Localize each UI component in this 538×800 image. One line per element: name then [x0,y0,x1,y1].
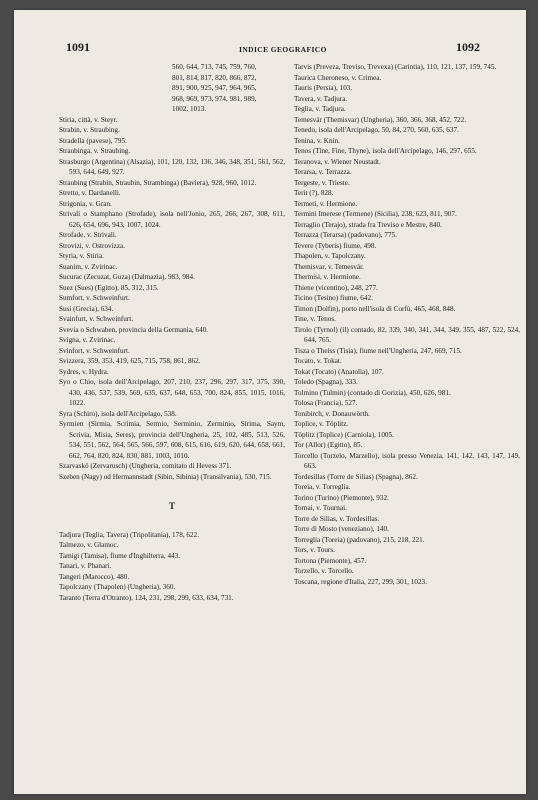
index-entry: Tavera, v. Tadjura. [294,94,348,103]
index-entry: Stretto, v. Dardanelli. [59,189,121,197]
index-entry: Tolmino (Tulmin) (contado di Gorizia), 450, 626, 981. [294,388,451,397]
index-entry: Termini Imerese (Termene) (Sicilia), 238, 623, 811, 907. [294,210,457,218]
continuation-line: 891, 900, 925, 947, 964, 965, [172,84,257,92]
index-entry: Tadjura (Teglia, Tavera) (Tripolitania), 178, 622. [59,530,200,539]
index-entry: Teglia, v. Tadjura. [294,105,346,113]
index-entry: Tevere (Tyberis) fiume, 498. [294,241,377,250]
index-entry: Syo o Chio, isola dell'Arcipelago, 207, 210, 237, 296, 297, 317, 375, 390, 430, 436, 537, 539, 569, 635, 637, 648, 653, 700, 824, 855, 1015, 1016, 1022. [59,378,285,407]
index-entry: Straubinga, v. Straubing. [59,147,131,155]
continuation-line: 1002, 1013. [172,105,207,113]
index-entry: Thermisi, v. Hermione. [294,273,361,281]
index-entry: Szeben (Nagy) od Hermannstadt (Sibin, Sibinia) (Transilvania), 530, 715. [59,472,272,481]
right-column [294,62,520,587]
index-entry: Tarvis (Preveza, Treviso, Trevexa) (Carintia), 110, 121, 137, 159, 745. [294,63,497,71]
index-entry: Tonibirch, v. Donauwörth. [294,409,370,418]
index-entry: Svinfort, v. Schweinfurt. [59,346,130,355]
index-entry: Torino (Turino) (Piemonte), 932. [294,493,389,502]
index-entry: Taurica Cheroneso, v. Crimea. [294,73,382,82]
index-entry: Svizzera, 359, 353, 419, 625, 715, 758, 861, 862. [59,357,201,365]
index-entry: Terarsa, v. Terrazza. [294,168,352,176]
index-entry: Toscana, regione d'Italia, 227, 299, 301, 1023. [294,577,427,586]
index-entry: Tine, v. Tenos. [294,315,336,323]
index-entry: Styria, v. Stiria. [59,252,104,260]
index-entry: Stradella (pavese), 795. [59,136,127,145]
index-entry: Tortona (Piemonte), 457. [294,556,367,565]
index-entry: Tangeri (Marocco), 480. [59,572,130,581]
index-entry: Strofade, v. Strivali. [59,231,117,239]
index-entry: Ticino (Tesino) fiume, 642. [294,294,373,302]
index-entry: Tapolczany (Thapolen) (Ungheria), 360. [59,583,176,591]
index-entry: Svevia o Schwaben, provincia della Germania, 640. [59,325,209,334]
index-entry: Tamigi (Tamisa), fiume d'Inghilterra, 443. [59,551,181,560]
index-entry: Torre de Silias, v. Tordesillas. [294,514,380,523]
index-entry: Tenos (Tine, Fine, Thyne), isola dell'Arcipelago, 146, 297, 655. [294,147,477,155]
index-entry: Suez (Sues) (Egitto), 85, 312, 315. [59,283,159,292]
index-entry: Suanim, v. Zvirinac. [59,262,118,271]
index-entry: Toreia, v. Torreglia. [294,483,351,491]
index-entry: Thiene (vicentino), 248, 277. [294,283,378,292]
continuation-line: 801, 814, 817, 820, 866, 872, [172,73,257,82]
index-entry: Terraglio (Terajo), strada fra Treviso e Mestre, 840. [294,220,442,229]
index-entry: Strasburgo (Argentina) (Alsazia), 101, 120, 132, 136, 346, 348, 351, 561, 562, 593, 644, 649, 927. [59,157,285,176]
index-entry: Terrazza (Terarsa) (padovano), 775. [294,231,397,239]
entries-block-t [59,530,285,604]
index-entry: Tenina, v. Knin. [294,136,340,145]
index-entry: Tirolo (Tyrnol) (il) contado, 82, 339, 340, 341, 344, 349, 355, 487, 522, 524, 644, 765. [294,325,520,344]
continuation-block [59,62,285,115]
index-entry: Svigna, v. Zvirinac. [59,336,116,344]
index-entry: Tornai, v. Tournai. [294,504,347,512]
index-entry: Toledo (Spagna), 333. [294,378,358,386]
right-page-number: 1092 [456,40,480,54]
index-entry: Töplitz (Toplice) (Carniola), 1005. [294,430,394,439]
index-entry: Strabin, v. Straubing. [59,126,120,134]
index-entry: Syra (Schiro), isola dell'Arcipelago, 538. [59,409,177,418]
index-entry: Tisza o Theiss (Tisia), fiume nell'Ungheria, 247, 669, 715. [294,346,462,355]
index-entry: Tocato, v. Tokat. [294,357,342,365]
index-entry: Strigonia, v. Gran. [59,199,112,208]
book-page [14,10,526,794]
index-entry: Sydres, v. Hydra. [59,367,109,376]
index-entry: Syrmien (Sirmia, Scrimia, Sermio, Serminio, Zerminio, Sirima, Saym, Scrivia, Misia, Seres), provincia dell'Ungheria, 25, 102, 485, 513, 526, 534, 551, 562, 564, 565, 566, 597, 608, 615, 616, 619, 620, 644, 658, 661, 662, 764, 820, 824, 830, 881, 1003, 1010. [59,420,285,460]
index-entry: Torzello, v. Torcello. [294,567,354,575]
index-entry: Sumfort, v. Schweinfurt. [59,294,130,302]
index-entry: Straubing (Strabin, Straubin, Strambinga) (Baviera), 928, 960, 1012. [59,178,257,187]
index-entry: Toplice, v. Töplitz. [294,420,349,428]
left-page-number: 1091 [66,40,90,54]
entries-block-right [294,62,520,587]
index-entry: Teranova, v. Wiener Neustadt. [294,157,381,166]
index-entry: Strovizi, v. Ostrovizza. [59,241,126,250]
index-entry: Termeti, v. Hermione. [294,199,358,208]
index-entry: Tolosa (Francia), 527. [294,399,358,407]
left-column [59,62,285,603]
entries-block-s [59,115,285,483]
index-entry: Torcello (Torzelo, Marzello), isola presso Venezia, 141, 142, 143, 147, 149, 663. [294,451,520,470]
index-entry: Torreglia (Toreia) (padovano), 215, 218, 221. [294,535,425,544]
index-entry: Timon (Dolfin), porto nell'isola di Corfù, 465, 468, 848. [294,304,456,313]
index-entry: Tenedo, isola dell'Arcipelago, 50, 84, 270, 560, 635, 637. [294,126,459,134]
index-entry: Terit (?), 828. [294,189,334,197]
continuation-line: 968, 969, 973, 974, 981, 989, [172,94,257,103]
index-entry: Themisvar, v. Temesvár. [294,262,364,271]
index-entry: Tauris (Persia), 103. [294,84,353,92]
index-entry: Thapolen, v. Tapolczany. [294,252,366,260]
index-entry: Tor (Allor) (Egitto), 85. [294,441,363,449]
index-entry: Sucurac (Zecuzat, Guza) (Dalmazia), 983, 984. [59,273,195,281]
running-title: INDICE GEOGRAFICO [239,45,327,54]
index-entry: Tors, v. Tours. [294,546,335,554]
index-entry: Tokat (Tocato) (Anatolia), 107. [294,367,384,376]
index-entry: Stiria, città, v. Steyr. [59,115,118,124]
index-entry: Strivali o Stamphano (Strofade), isola nell'Jonio, 265, 266, 267, 308, 611, 626, 654, 696, 943, 1007, 1024. [59,210,285,229]
index-entry: Temesvár (Themisvar) (Ungheria), 360, 366, 368, 452, 722. [294,115,467,124]
index-entry: Tanari, v. Phanari. [59,562,112,570]
index-entry: Susi (Grecia), 634. [59,304,114,313]
index-entry: Tordesillas (Torre de Silias) (Spagna), 862. [294,472,418,481]
index-entry: Talmezo, v. Glamoc. [59,541,119,549]
index-entry: Taranto (Terra d'Otranto), 124, 231, 298, 299, 633, 634, 731. [59,593,234,602]
index-entry: Torre di Mosto (veneziano), 140. [294,525,389,533]
section-letter: T [168,501,175,511]
index-entry: Svainfurt, v. Schweinfurt. [59,315,133,323]
continuation-line: 560, 644, 713, 745, 759, 760, [172,63,257,71]
index-entry: Szarvaskö (Zervarusch) (Ungheria, comitato di Hevess 371. [59,462,232,470]
index-entry: Tergeste, v. Trieste. [294,178,350,187]
